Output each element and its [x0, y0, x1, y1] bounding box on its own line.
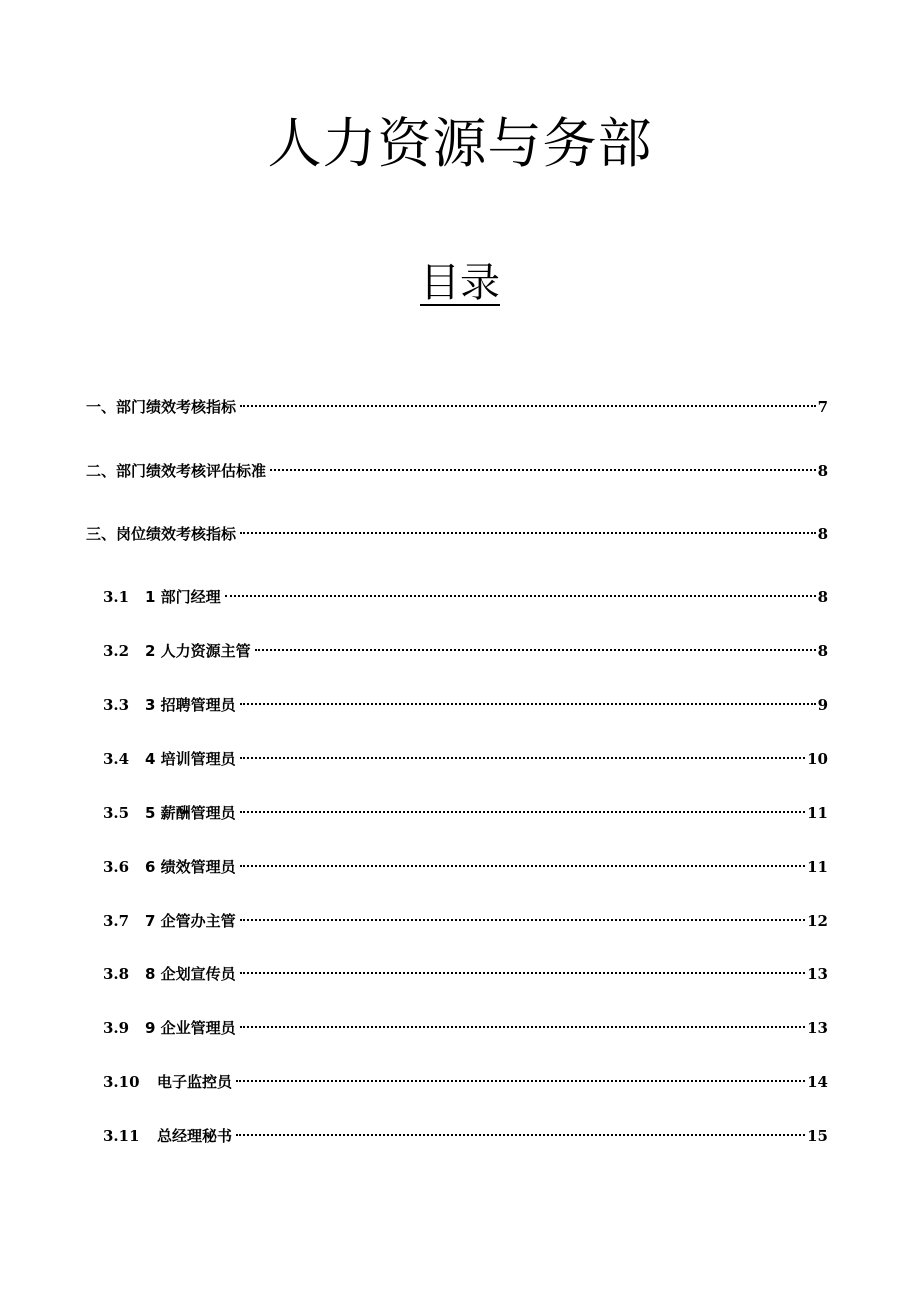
toc-entry-number: 3.3	[103, 696, 130, 714]
toc-entry-page: 8	[817, 525, 828, 543]
toc-entry-number: 3.5	[103, 804, 130, 822]
toc-leader-dots	[240, 919, 805, 921]
toc-entry-page: 12	[807, 912, 828, 930]
toc-entry-label: 3 招聘管理员	[145, 696, 236, 714]
toc-entry-label: 6 绩效管理员	[145, 858, 236, 876]
toc-entry-label: 电子监控员	[157, 1073, 233, 1091]
toc-leader-dots	[225, 595, 816, 597]
toc-entry-page: 15	[807, 1127, 828, 1145]
toc-entry-page: 14	[807, 1073, 828, 1091]
toc-entry-label: 一、部门绩效考核指标	[86, 398, 237, 416]
toc-entry-label: 二、部门绩效考核评估标准	[86, 462, 267, 480]
toc-entry-number: 3.1	[103, 588, 130, 606]
toc-entry-3-10[interactable]	[103, 1070, 828, 1094]
toc-entry-number: 3.11	[103, 1127, 140, 1145]
toc-entry-label: 总经理秘书	[157, 1127, 233, 1145]
toc-entry-label: 2 人力资源主管	[145, 642, 251, 660]
toc-leader-dots	[240, 703, 816, 705]
toc-entry-3-2[interactable]	[103, 639, 828, 663]
toc-leader-dots	[270, 469, 816, 471]
toc-leader-dots	[240, 865, 805, 867]
toc-entry-page: 11	[807, 804, 828, 822]
toc-leader-dots	[240, 811, 805, 813]
toc-entry-page: 7	[817, 398, 828, 416]
toc-entry-section-1[interactable]	[86, 395, 828, 419]
toc-entry-3-1[interactable]	[103, 585, 828, 609]
toc-leader-dots	[236, 1134, 805, 1136]
toc-entry-number: 3.2	[103, 642, 130, 660]
toc-entry-page: 8	[817, 642, 828, 660]
toc-entry-number: 3.4	[103, 750, 130, 768]
toc-leader-dots	[240, 405, 816, 407]
toc-entry-page: 13	[807, 965, 828, 983]
toc-entry-3-9[interactable]	[103, 1016, 828, 1040]
toc-entry-3-3[interactable]	[103, 693, 828, 717]
toc-entry-label: 7 企管办主管	[145, 912, 236, 930]
toc-entry-3-7[interactable]	[103, 909, 828, 933]
toc-entry-page: 10	[807, 750, 828, 768]
toc-entry-3-6[interactable]	[103, 855, 828, 879]
toc-leader-dots	[240, 757, 805, 759]
toc-entry-section-2[interactable]	[86, 459, 828, 483]
toc-entry-3-4[interactable]	[103, 747, 828, 771]
toc-entry-number: 3.8	[103, 965, 130, 983]
toc-entry-label: 1 部门经理	[145, 588, 221, 606]
toc-entry-number: 3.10	[103, 1073, 140, 1091]
toc-entry-3-8[interactable]	[103, 962, 828, 986]
toc-entry-label: 8 企划宣传员	[145, 965, 236, 983]
toc-leader-dots	[240, 972, 805, 974]
toc-entry-section-3[interactable]	[86, 522, 828, 546]
toc-leader-dots	[240, 1026, 805, 1028]
toc-leader-dots	[240, 532, 816, 534]
toc-entry-3-11[interactable]	[103, 1124, 828, 1148]
toc-entry-number: 3.6	[103, 858, 130, 876]
toc-entry-page: 8	[817, 462, 828, 480]
toc-entry-page: 8	[817, 588, 828, 606]
toc-entry-page: 13	[807, 1019, 828, 1037]
toc-entry-label: 三、岗位绩效考核指标	[86, 525, 237, 543]
department-title: 人力资源与务部	[267, 112, 653, 175]
toc-entry-label: 9 企业管理员	[145, 1019, 236, 1037]
toc-heading	[0, 255, 920, 311]
toc-entry-page: 9	[817, 696, 828, 714]
toc-entry-number: 3.9	[103, 1019, 130, 1037]
toc-entry-label: 5 薪酬管理员	[145, 804, 236, 822]
toc-leader-dots	[255, 649, 816, 651]
toc-leader-dots	[236, 1080, 805, 1082]
toc-entry-number: 3.7	[103, 912, 130, 930]
toc-entry-label: 4 培训管理员	[145, 750, 236, 768]
toc-entry-3-5[interactable]	[103, 801, 828, 825]
toc-heading-text: 目录	[420, 260, 500, 306]
toc-entry-page: 11	[807, 858, 828, 876]
